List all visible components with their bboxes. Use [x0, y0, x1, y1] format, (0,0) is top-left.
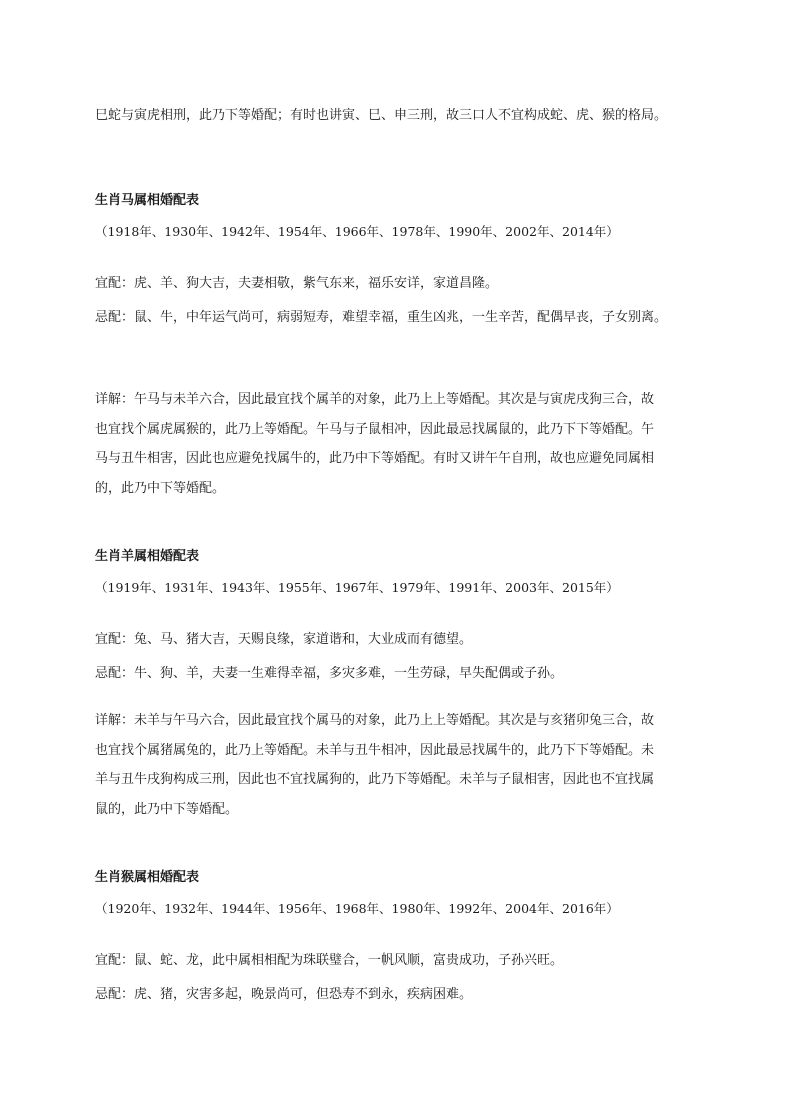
- years-sheep: （1919年、1931年、1943年、1955年、1967年、1979年、1991年、2003年、2015年）: [95, 580, 619, 595]
- incompatible-horse: 忌配：鼠、牛，中年运气尚可，病弱短寿，难望幸福，重生凶兆，一生辛苦，配偶早丧，子女别离。: [95, 310, 668, 325]
- intro-paragraph: 巳蛇与寅虎相刑，此乃下等婚配；有时也讲寅、巳、申三刑，故三口人不宜构成蛇、虎、猴的格局。: [95, 108, 668, 123]
- compatible-horse: 宜配：虎、羊、狗大吉，夫妻相敬，紫气东来，福乐安详，家道昌隆。: [95, 276, 499, 291]
- detail-horse: [95, 385, 722, 503]
- detail-sheep: [95, 706, 722, 824]
- compatible-sheep: 宜配：兔、马、猪大吉，天赐良缘，家道谐和，大业成而有德望。: [95, 632, 473, 647]
- detail-line: 详解：未羊与午马六合，因此最宜找个属马的对象，此乃上上等婚配。其次是与亥猪卯兔三合，故: [95, 713, 655, 728]
- detail-line: 详解：午马与未羊六合，因此最宜找个属羊的对象，此乃上上等婚配。其次是与寅虎戌狗三合，故: [95, 392, 655, 407]
- detail-line: 也宜找个属猪属兔的，此乃上等婚配。未羊与丑牛相冲，因此最忌找属牛的，此乃下下等婚配。未: [95, 742, 655, 758]
- years-monkey: （1920年、1932年、1944年、1956年、1968年、1980年、1992年、2004年、2016年）: [95, 901, 619, 916]
- incompatible-monkey: 忌配：虎、猪，灾害多起，晚景尚可，但恐寿不到永，疾病困难。: [95, 987, 473, 1002]
- incompatible-sheep: 忌配：牛、狗、羊，夫妻一生难得幸福，多灾多难，一生劳碌，早失配偶或子孙。: [95, 666, 564, 681]
- years-horse: （1918年、1930年、1942年、1954年、1966年、1978年、1990年、2002年、2014年）: [95, 224, 619, 239]
- compatible-monkey: 宜配：鼠、蛇、龙，此中属相相配为珠联璧合，一帆风顺，富贵成功，子孙兴旺。: [95, 953, 564, 968]
- section-title-horse: 生肖马属相婚配表: [95, 193, 200, 208]
- section-title-monkey: 生肖猴属相婚配表: [95, 870, 200, 885]
- detail-line: 也宜找个属虎属猴的，此乃上等婚配。午马与子鼠相冲，因此最忌找属鼠的，此乃下下等婚配。午: [95, 421, 655, 437]
- detail-line: 的，此乃中下等婚配。: [95, 480, 226, 496]
- section-title-sheep: 生肖羊属相婚配表: [95, 549, 200, 564]
- detail-line: 羊与丑牛戌狗构成三刑，因此也不宜找属狗的，此乃下等婚配。未羊与子鼠相害，因此也不宜找属: [95, 772, 655, 787]
- detail-line: 鼠的，此乃中下等婚配。: [95, 801, 239, 817]
- detail-line: 马与丑牛相害，因此也应避免找属牛的，此乃中下等婚配。有时又讲午午自刑，故也应避免同属相: [95, 451, 655, 466]
